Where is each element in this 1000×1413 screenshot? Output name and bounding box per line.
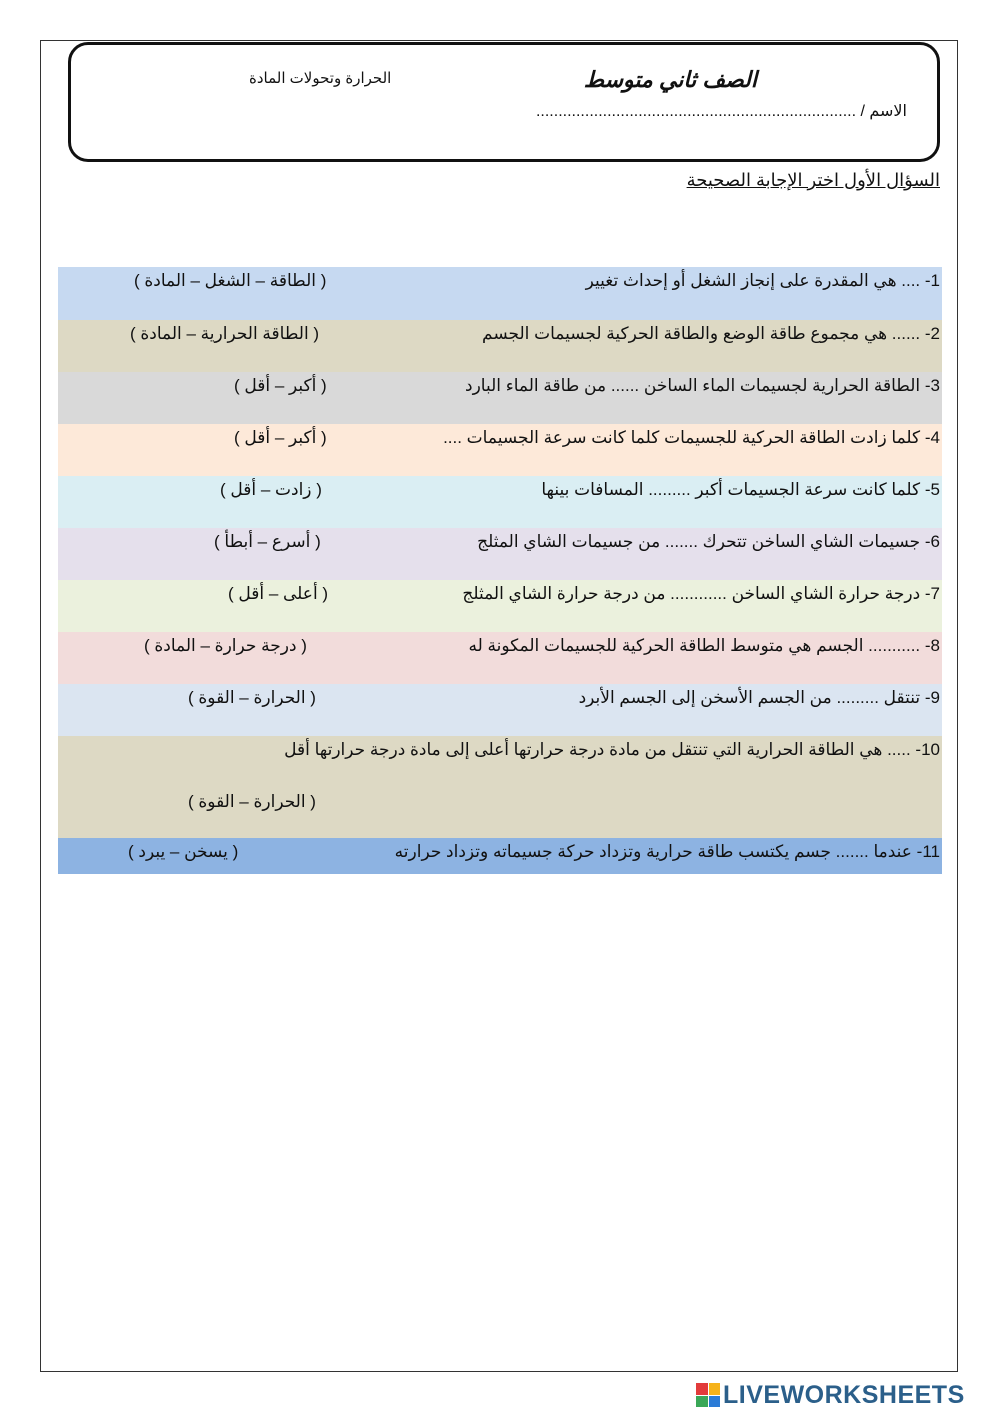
answer-options[interactable]: ( الحرارة – القوة ): [188, 792, 316, 811]
answer-options[interactable]: ( أعلى – أقل ): [228, 584, 329, 603]
answer-options[interactable]: ( الطاقة – الشغل – المادة ): [134, 271, 327, 290]
question-9: [58, 684, 942, 736]
question-text: 2- ...... هي مجموع طاقة الوضع والطاقة الحركية لجسيمات الجسم: [482, 324, 940, 343]
question-10: [58, 736, 942, 838]
question-5: [58, 476, 942, 528]
liveworksheets-watermark[interactable]: [696, 1380, 965, 1410]
question-text: 5- كلما كانت سرعة الجسيمات أكبر ......... المسافات بينها: [541, 480, 940, 499]
grade-title: الصف ثاني متوسط: [583, 67, 757, 92]
question-text: 9- تنتقل ......... من الجسم الأسخن إلى الجسم الأبرد: [578, 688, 940, 707]
question-7: [58, 580, 942, 632]
liveworksheets-logo-icon: [696, 1383, 720, 1407]
answer-options[interactable]: ( درجة حرارة – المادة ): [144, 636, 307, 655]
question-text: 7- درجة حرارة الشاي الساخن ............ من درجة حرارة الشاي المثلج: [462, 584, 940, 603]
header-box: [68, 42, 940, 162]
question-6: [58, 528, 942, 580]
name-field[interactable]: الاسم / ........................................................................: [535, 103, 907, 120]
answer-options[interactable]: ( الحرارة – القوة ): [188, 688, 316, 707]
question-text: 1- .... هي المقدرة على إنجاز الشغل أو إحداث تغيير: [585, 271, 940, 290]
answer-options[interactable]: ( أسرع – أبطأ ): [214, 532, 321, 551]
answer-options[interactable]: ( زادت – أقل ): [220, 480, 322, 499]
question-text: 8- ........... الجسم هي متوسط الطاقة الحركية للجسيمات المكونة له: [468, 636, 940, 655]
question-1: [58, 267, 942, 320]
section-title: السؤال الأول اختر الإجابة الصحيحة: [686, 170, 940, 190]
answer-options[interactable]: ( أكبر – أقل ): [234, 376, 327, 395]
question-8: [58, 632, 942, 684]
question-11: [58, 838, 942, 874]
answer-options[interactable]: ( الطاقة الحرارية – المادة ): [130, 324, 320, 343]
answer-options[interactable]: ( أكبر – أقل ): [234, 428, 327, 447]
question-text: 11- عندما ....... جسم يكتسب طاقة حرارية وتزداد حركة جسيماته وتزداد حرارته: [394, 842, 940, 861]
question-4: [58, 424, 942, 476]
question-text: 10- ..... هي الطاقة الحرارية التي تنتقل من مادة درجة حرارتها أعلى إلى مادة درجة حرارتها أقل: [284, 740, 940, 759]
answer-options[interactable]: ( يسخن – يبرد ): [128, 842, 239, 861]
watermark-text: LIVEWORKSHEETS: [723, 1380, 965, 1409]
question-text: 6- جسيمات الشاي الساخن تتحرك ....... من جسيمات الشاي المثلج: [477, 532, 940, 551]
topic-title: الحرارة وتحولات المادة: [249, 70, 392, 87]
question-3: [58, 372, 942, 424]
question-text: 3- الطاقة الحرارية لجسيمات الماء الساخن ...... من طاقة الماء البارد: [465, 376, 940, 395]
question-2: [58, 320, 942, 372]
question-text: 4- كلما زادت الطاقة الحركية للجسيمات كلما كانت سرعة الجسيمات ....: [443, 428, 940, 447]
